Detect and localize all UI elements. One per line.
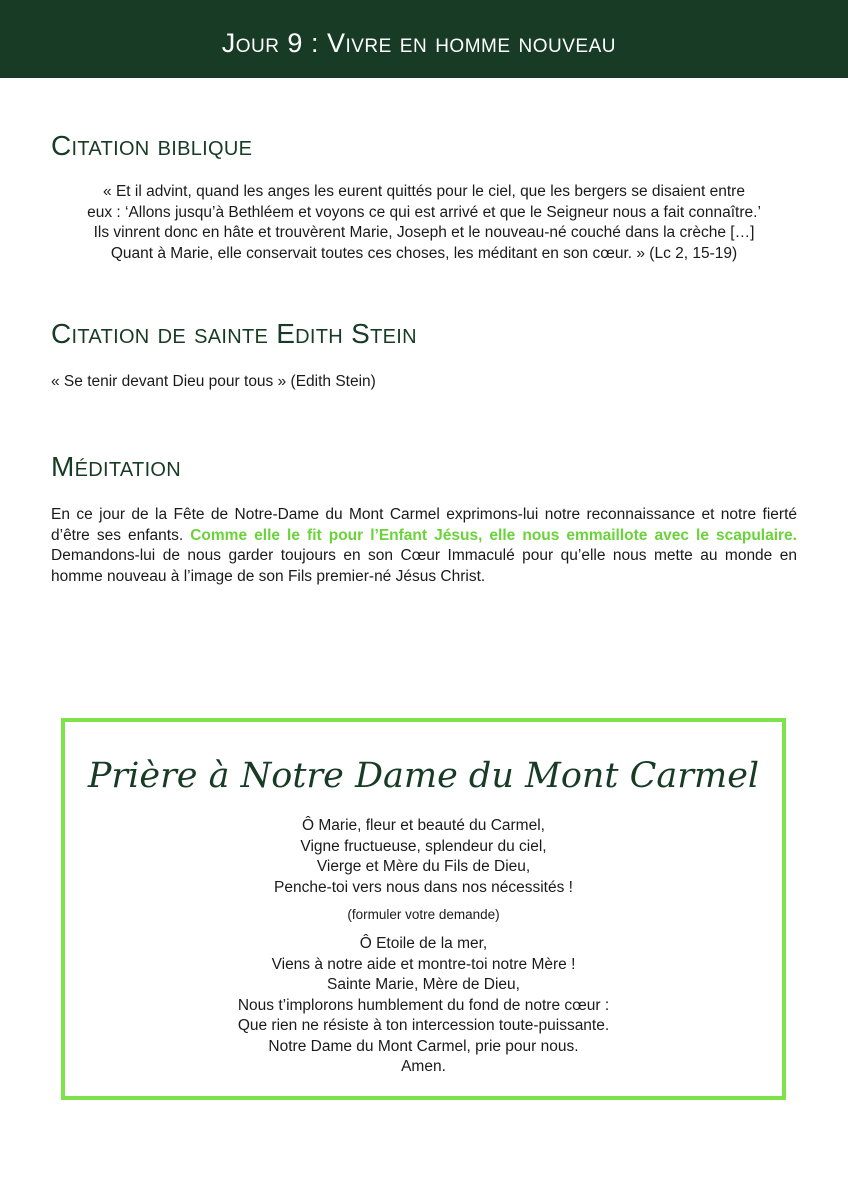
quote-line: eux : ‘Allons jusqu’à Bethléem et voyons ce qui est arrivé et que le Seigneur nous a fait connaître.’ [87,203,761,221]
prayer-line: Ô Marie, fleur et beauté du Carmel, [302,817,545,834]
meditation-text [51,505,797,587]
prayer-line: Viens à notre aide et montre-toi notre Mère ! [271,955,576,973]
prayer-line: Nous t’implorons humblement du fond de notre cœur : [237,996,610,1014]
quote-line: « Et il advint, quand les anges les eurent quittés pour le ciel, que les bergers se disaient entre [103,183,745,200]
prayer-line: Ô Etoile de la mer, [359,935,488,952]
prayer-line: Amen. [401,1058,446,1075]
prayer-note: (formuler votre demande) [347,907,500,922]
header-bar [0,0,848,78]
prayer-stanza-2 [65,934,782,1078]
biblical-quote [51,182,797,264]
prayer-line: Que rien ne résiste à ton intercession toute-puissante. [237,1017,610,1034]
prayer-stanza-1 [65,816,782,898]
quote-line: Quant à Marie, elle conservait toutes ces choses, les méditant en son cœur. » (Lc 2, 15-19) [110,244,738,262]
prayer-line: Vigne fructueuse, splendeur du ciel, [300,837,547,855]
prayer-line: Sainte Marie, Mère de Dieu, [327,976,520,993]
meditation-highlight: Comme elle le fit pour l’Enfant Jésus, elle nous emmaillote avec le scapulaire. [190,526,797,544]
section-heading-biblical: Citation biblique [51,130,253,161]
prayer-title: Prière à Notre Dame du Mont Carmel [87,756,760,796]
prayer-line: Notre Dame du Mont Carmel, prie pour nous. [268,1037,579,1055]
prayer-line: Penche-toi vers nous dans nos nécessités ! [274,878,573,896]
quote-line: Ils vinrent donc en hâte et trouvèrent Marie, Joseph et le nouveau-né couché dans la crèche […] [93,224,755,241]
meditation-text-start: En ce jour de la Fête de Notre-Dame du Mont Carmel exprimons-lui notre reconnaissance et notre fierté d’être ses enfants. [51,506,797,544]
section-heading-edith: Citation de sainte Edith Stein [51,318,417,349]
prayer-box [61,718,786,1100]
edith-quote: « Se tenir devant Dieu pour tous » (Edith Stein) [51,373,376,390]
meditation-text-end: Demandons-lui de nous garder toujours en son Cœur Immaculé pour qu’elle nous mette au monde en homme nouveau à l’image de son Fils premier-né Jésus Christ. [51,547,797,585]
section-heading-meditation: Méditation [51,451,182,482]
page-title: Jour 9 : Vivre en homme nouveau [221,28,616,58]
prayer-line: Vierge et Mère du Fils de Dieu, [316,858,531,875]
